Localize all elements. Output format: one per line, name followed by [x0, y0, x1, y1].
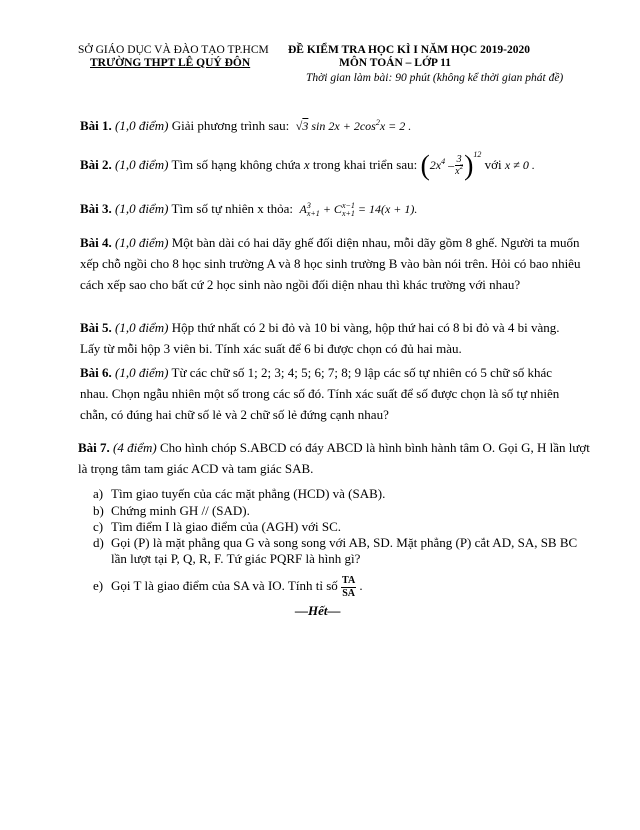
- problem-label: Bài 5.: [80, 320, 112, 335]
- problem-text: Một bàn dài có hai dãy ghế đối diện nhau, mỗi dãy gồm 8 ghế. Người ta muốn xếp chỗ ngồi cho 8 học sinh trường A và 8 học sinh trường B vào bàn nói trên. Hỏi có bao nhiêu cách xếp sao cho bất cứ 2 học sinh nào ngồi đối diện nhau thì khác trường với nhau?: [80, 235, 581, 292]
- problem-points: (1,0 điểm): [115, 235, 169, 250]
- problem-label: Bài 1.: [80, 118, 112, 133]
- sub-item-c: c) Tìm điểm I là giao điểm của (AGH) với SC.: [93, 519, 341, 534]
- problem-text: Tìm số hạng không chứa: [171, 157, 301, 172]
- department-name: SỞ GIÁO DỤC VÀ ĐÀO TẠO TP.HCM: [78, 44, 269, 56]
- school-name: TRƯỜNG THPT LÊ QUÝ ĐÔN: [90, 57, 251, 69]
- problem-label: Bài 3.: [80, 201, 112, 216]
- exam-title: ĐỀ KIỂM TRA HỌC KÌ I NĂM HỌC 2019-2020: [288, 44, 530, 56]
- sub-item-d: d) Gọi (P) là mặt phẳng qua G và song song với AB, SD. Mặt phẳng (P) cắt AD, SA, SB BC lần lượt tại P, Q, R, F. Tứ giác PQRF là hình gì?: [93, 535, 578, 566]
- problem-5: [80, 317, 582, 359]
- time-note: Thời gian làm bài: 90 phút (không kể thời gian phát đề): [306, 72, 564, 84]
- problem-3: [80, 198, 417, 220]
- problem-label: Bài 4.: [80, 235, 112, 250]
- problem-points: (4 điểm): [113, 440, 157, 455]
- equation-1: √3 $\sin 2x + 2\cos^2x = 2$ .: [295, 118, 412, 133]
- problem-points: (1,0 điểm): [115, 365, 169, 380]
- problem-2: Bài 2. (1,0 điểm) Tìm số hạng không chứa x trong khai triển sau: ($2x^4$ – $\frac{3}{x^2}$ )$^{12}$ với x ≠ 0 .: [80, 150, 535, 182]
- sub-item-a: a) Tìm giao tuyến của các mặt phẳng (HCD) và (SAB).: [93, 486, 386, 501]
- sub-item-e: e) Gọi T là giao điểm của SA và IO. Tính tỉ số $\frac{TA}{SA}$ .: [93, 574, 363, 599]
- equation-3: A 3 x+1 + C x−1 x+1 = 14(x + 1).: [299, 201, 418, 219]
- problem-points: (1,0 điểm): [115, 157, 169, 172]
- sub-item-b: b) Chứng minh GH // (SAD).: [93, 503, 250, 518]
- ratio-fraction: $\frac{TA}{SA}$: [342, 574, 356, 599]
- problem-6: [80, 362, 582, 425]
- problem-label: Bài 6.: [80, 365, 112, 380]
- problem-points: (1,0 điểm): [115, 118, 169, 133]
- problem-text: Tìm số tự nhiên x thỏa:: [171, 201, 294, 216]
- problem-label: Bài 2.: [80, 157, 112, 172]
- binomial-expression: ($2x^4$ – $\frac{3}{x^2}$ )$^{12}$: [420, 150, 482, 182]
- problem-text: Cho hình chóp S.ABCD có đáy ABCD là hình bình hành tâm O. Gọi G, H lần lượt là trọng tâm tam giác ACD và tam giác SAB.: [78, 440, 590, 476]
- problem-label: Bài 7.: [78, 440, 110, 455]
- end-marker: —Hết—: [295, 603, 341, 618]
- problem-points: (1,0 điểm): [115, 320, 169, 335]
- problem-points: (1,0 điểm): [115, 201, 169, 216]
- problem-4: [80, 232, 582, 295]
- problem-text: Giải phương trình sau:: [171, 118, 290, 133]
- problem-7: [78, 437, 590, 479]
- subject-title: MÔN TOÁN – LỚP 11: [339, 57, 452, 69]
- problem-1: [80, 115, 411, 138]
- problem-text: Hộp thứ nhất có 2 bi đỏ và 10 bi vàng, hộp thứ hai có 8 bi đỏ và 4 bi vàng. Lấy từ mỗi hộp 3 viên bi. Tính xác suất để 6 bi được chọn có đủ hai màu.: [80, 320, 560, 356]
- problem-text: Từ các chữ số 1; 2; 3; 4; 5; 6; 7; 8; 9 lập các số tự nhiên có 5 chữ số khác nhau. Chọn ngẫu nhiên một số trong các số đó. Tính xác suất để số được chọn là số tự nhiên chẵn, có đúng hai chữ số lẻ và 2 chữ số lẻ đứng cạnh nhau?: [80, 365, 560, 422]
